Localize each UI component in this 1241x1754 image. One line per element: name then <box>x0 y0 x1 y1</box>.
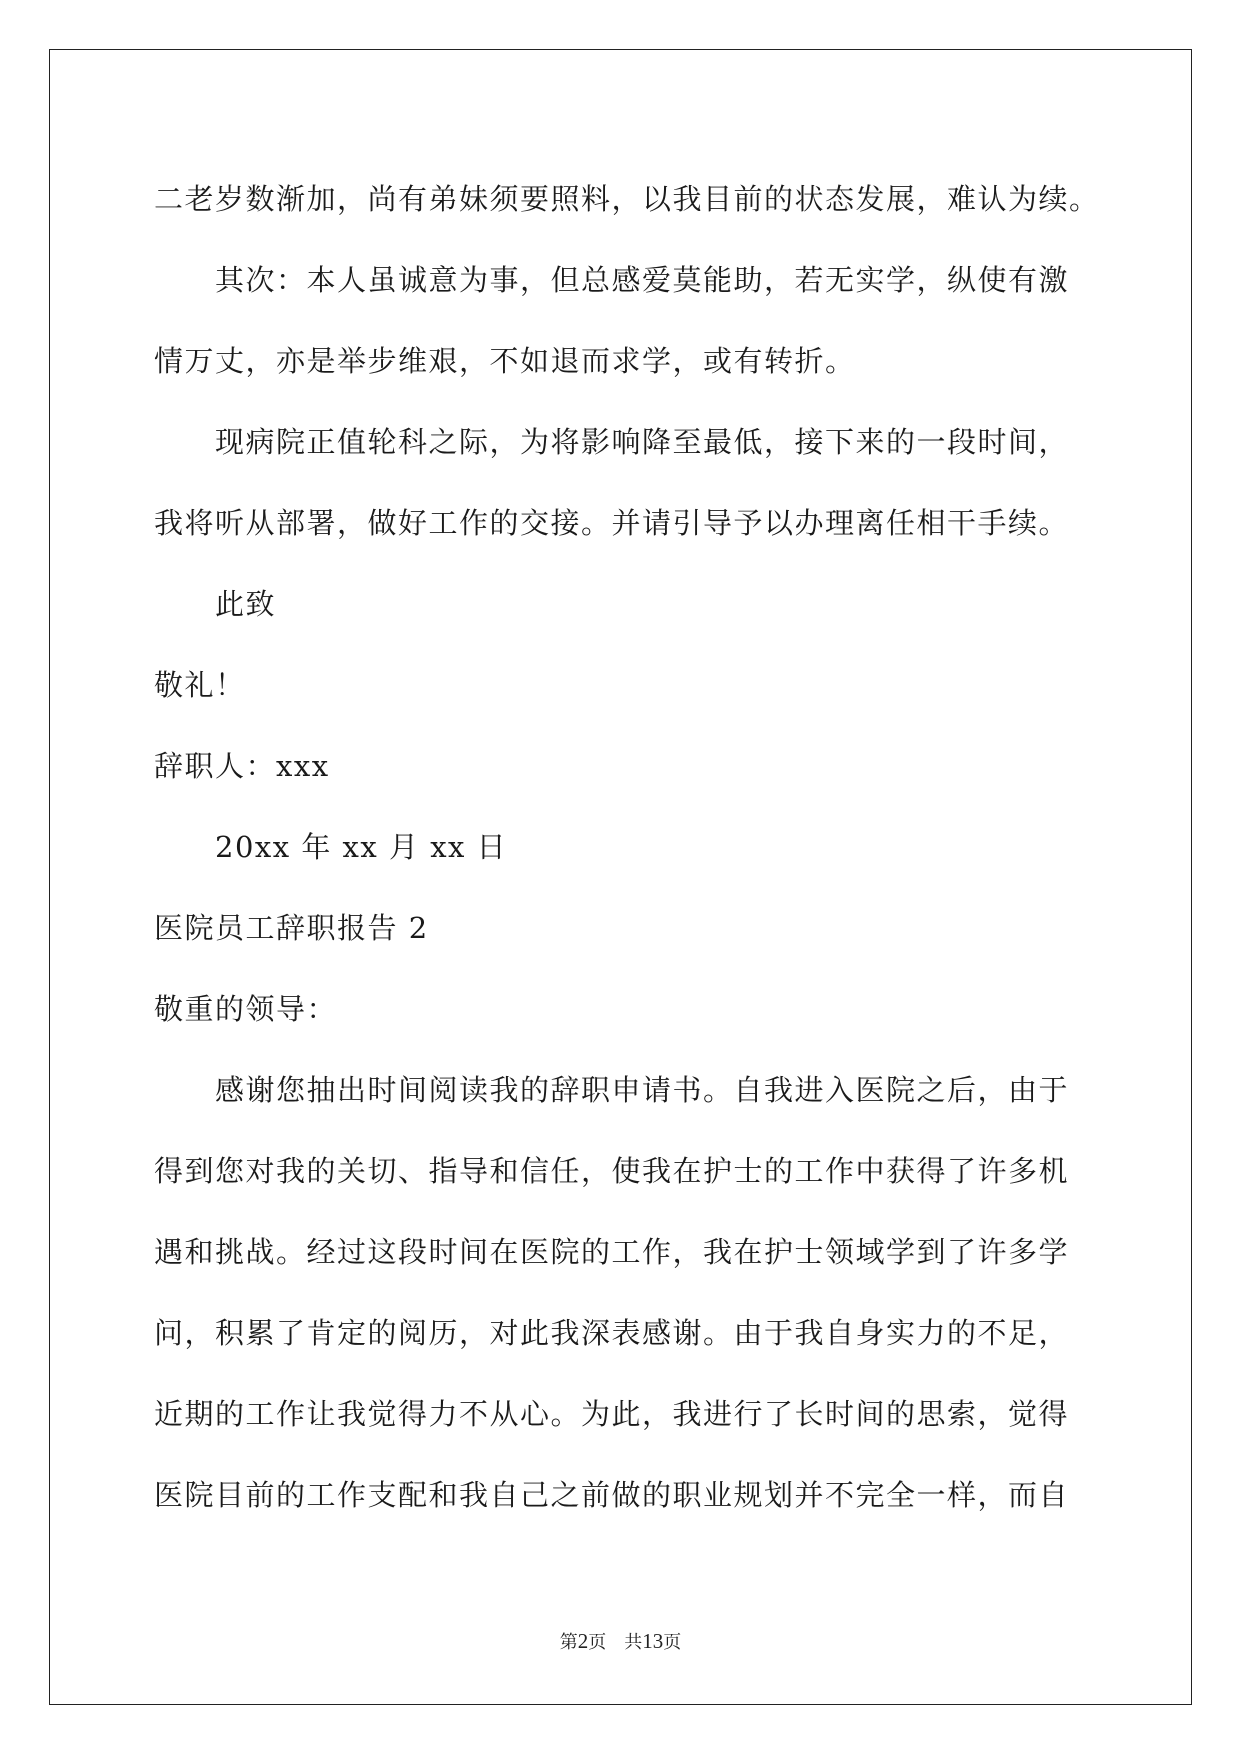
text-line: 我将听从部署，做好工作的交接。并请引导予以办理离任相干手续。 <box>154 506 1070 540</box>
document-body <box>154 159 1100 1536</box>
total-suffix: 页 <box>663 1632 682 1653</box>
page-number: 2 <box>577 1629 589 1653</box>
text-line: 遇和挑战。经过这段时间在医院的工作，我在护士领域学到了许多学 <box>154 1235 1070 1269</box>
total-prefix: 共 <box>624 1632 643 1653</box>
page-suffix: 页 <box>588 1632 607 1653</box>
text-line: 得到您对我的关切、指导和信任，使我在护士的工作中获得了许多机 <box>154 1154 1070 1188</box>
text-line: 敬重的领导： <box>154 992 338 1026</box>
page-footer <box>0 1628 1241 1654</box>
text-line: 感谢您抽出时间阅读我的辞职申请书。自我进入医院之后，由于 <box>215 1073 1070 1107</box>
text-line: 20xx 年 xx 月 xx 日 <box>215 830 508 864</box>
text-line: 近期的工作让我觉得力不从心。为此，我进行了长时间的思索，觉得 <box>154 1397 1070 1431</box>
text-line: 敬礼！ <box>154 668 246 702</box>
text-line: 此致 <box>215 587 277 621</box>
total-pages: 13 <box>642 1629 664 1653</box>
text-line: 问，积累了肯定的阅历，对此我深表感谢。由于我自身实力的不足， <box>154 1316 1070 1350</box>
text-line: 情万丈，亦是举步维艰，不如退而求学，或有转折。 <box>154 344 856 378</box>
text-line: 医院员工辞职报告 2 <box>154 911 429 945</box>
text-line: 二老岁数渐加，尚有弟妹须要照料，以我目前的状态发展，难认为续。 <box>154 182 1100 216</box>
page-prefix: 第 <box>559 1632 578 1653</box>
text-line: 其次：本人虽诚意为事，但总感爱莫能助，若无实学，纵使有激 <box>215 263 1070 297</box>
text-line: 辞职人：xxx <box>154 749 330 783</box>
text-line: 现病院正值轮科之际，为将影响降至最低，接下来的一段时间， <box>215 425 1070 459</box>
text-line: 医院目前的工作支配和我自己之前做的职业规划并不完全一样，而自 <box>154 1478 1070 1512</box>
